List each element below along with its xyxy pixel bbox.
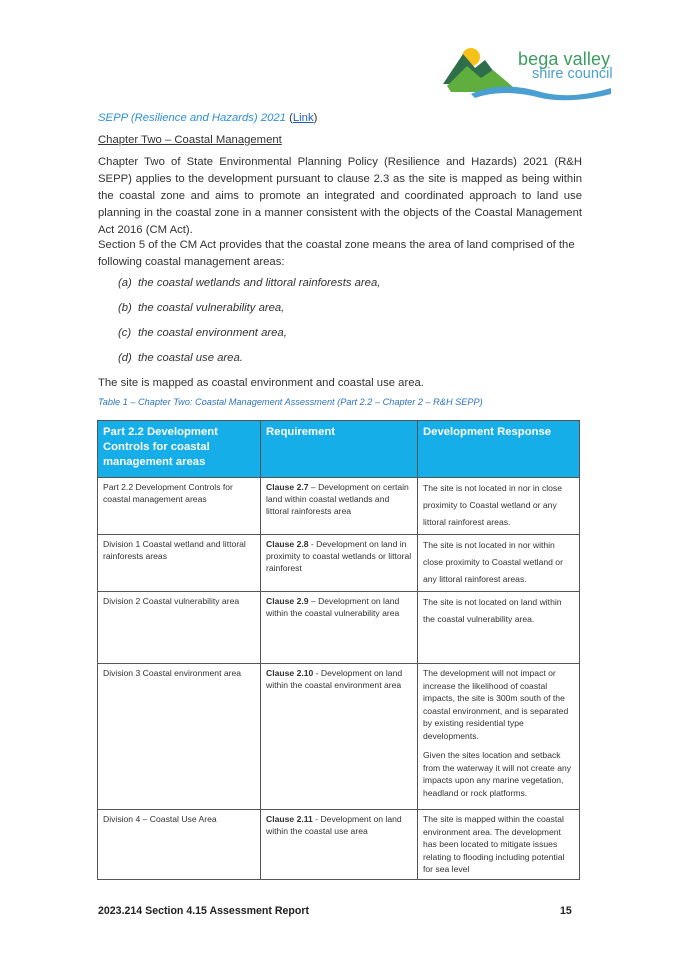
cell-requirement xyxy=(261,810,418,880)
clause-ref: Clause 2.9 xyxy=(266,596,309,606)
logo-text-line1: bega valley xyxy=(518,49,611,69)
response-text: The site is not located on land within the coastal vulnerability area. xyxy=(423,597,562,624)
requirement-text: - Development on land within the coastal use area xyxy=(266,814,402,836)
table-header-row xyxy=(98,421,580,478)
table-row xyxy=(98,478,580,535)
list-item-text: the coastal use area. xyxy=(138,352,243,364)
paragraph-section5: Section 5 of the CM Act provides that the coastal zone means the area of land comprised of the following coastal management areas: xyxy=(98,239,575,268)
sepp-title-text: SEPP (Resilience and Hazards) 2021 xyxy=(98,112,286,124)
list-item xyxy=(118,352,243,364)
logo-text-line2: shire council xyxy=(532,66,613,82)
requirement-text: - Development on land within the coastal environment area xyxy=(266,668,403,690)
requirement-text: – Development on land within the coastal vulnerability area xyxy=(266,596,400,618)
clause-ref: Clause 2.10 xyxy=(266,668,314,678)
list-item xyxy=(118,302,284,314)
list-item-text: the coastal environment area, xyxy=(138,327,287,339)
cell-requirement xyxy=(261,664,418,810)
cell-area: Division 1 Coastal wetland and littoral rainforests areas xyxy=(98,535,261,592)
table-row xyxy=(98,810,580,880)
table-row xyxy=(98,664,580,810)
footer-report-title: 2023.214 Section 4.15 Assessment Report xyxy=(98,905,310,917)
table-row xyxy=(98,535,580,592)
cell-area: Division 2 Coastal vulnerability area xyxy=(98,592,261,664)
response-text: Given the sites location and setback from the waterway it will not create any impacts upon any marine vegetation, headland or rock platforms. xyxy=(423,750,572,798)
list-item xyxy=(118,277,380,289)
table-caption: Table 1 – Chapter Two: Coastal Management Assessment (Part 2.2 – Chapter 2 – R&H SEPP) xyxy=(98,397,483,407)
cell-response xyxy=(418,535,580,592)
list-item-text: the coastal wetlands and littoral rainforests area, xyxy=(138,277,381,289)
response-text: The site is not located in nor within close proximity to Coastal wetland or any littoral rainforest areas. xyxy=(423,540,563,584)
header-controls: Part 2.2 Development Controls for coastal management areas xyxy=(98,421,261,478)
cell-response xyxy=(418,592,580,664)
assessment-table xyxy=(97,420,580,880)
sepp-link[interactable]: Link xyxy=(292,112,314,124)
header-response: Development Response xyxy=(418,421,580,478)
cell-area: Part 2.2 Development Controls for coastal management areas xyxy=(98,478,261,535)
response-text: The site is not located in nor in close proximity to Coastal wetland or any littoral rainforest areas. xyxy=(423,483,563,527)
sepp-title xyxy=(98,112,317,124)
chapter-heading: Chapter Two – Coastal Management xyxy=(98,134,282,146)
clause-ref: Clause 2.8 xyxy=(266,539,309,549)
paragraph-site-mapped: The site is mapped as coastal environment and coastal use area. xyxy=(98,377,424,389)
list-item-label: (d) xyxy=(118,352,132,364)
header-requirement: Requirement xyxy=(261,421,418,478)
cell-response xyxy=(418,810,580,880)
requirement-text: - Development on land in proximity to coastal wetlands or littoral rainforest xyxy=(266,539,412,573)
cell-requirement xyxy=(261,535,418,592)
cell-requirement xyxy=(261,478,418,535)
response-text: The site is mapped within the coastal environment area. The development has been located to mitigate issues relating to flooding including potential for sea level xyxy=(423,814,565,874)
response-text: The development will not impact or increase the likelihood of coastal impacts, the site is 300m south of the coastal environment, and is separated by existing residential type developments. xyxy=(423,668,569,741)
list-item-label: (b) xyxy=(118,302,132,314)
list-item xyxy=(118,327,287,339)
cell-response xyxy=(418,664,580,810)
clause-ref: Clause 2.11 xyxy=(266,814,313,824)
cell-response xyxy=(418,478,580,535)
requirement-text: – Development on certain land within coastal wetlands and littoral rainforests area xyxy=(266,482,409,516)
logo-wave-icon xyxy=(471,86,611,100)
list-item-label: (a) xyxy=(118,277,132,289)
cell-area: Division 3 Coastal environment area xyxy=(98,664,261,810)
paragraph-intro: Chapter Two of State Environmental Planning Policy (Resilience and Hazards) 2021 (R&H SEPP) applies to the development pursuant to clause 2.3 as the site is mapped as being within the coastal zone and aims to promote an integrated and coordinated approach to land use planning in the coastal zone in a manner consistent with the objects of the Coastal Management Act 2016 (CM Act). xyxy=(98,156,582,236)
list-item-label: (c) xyxy=(118,327,132,339)
table-row xyxy=(98,592,580,664)
clause-ref: Clause 2.7 xyxy=(266,482,309,492)
sepp-paren-open: ( xyxy=(285,112,293,124)
list-item-text: the coastal vulnerability area, xyxy=(138,302,285,314)
sepp-paren-close: ) xyxy=(313,112,318,124)
cell-area: Division 4 – Coastal Use Area xyxy=(98,810,261,880)
cell-requirement xyxy=(261,592,418,664)
footer-page-number: 15 xyxy=(560,905,572,917)
